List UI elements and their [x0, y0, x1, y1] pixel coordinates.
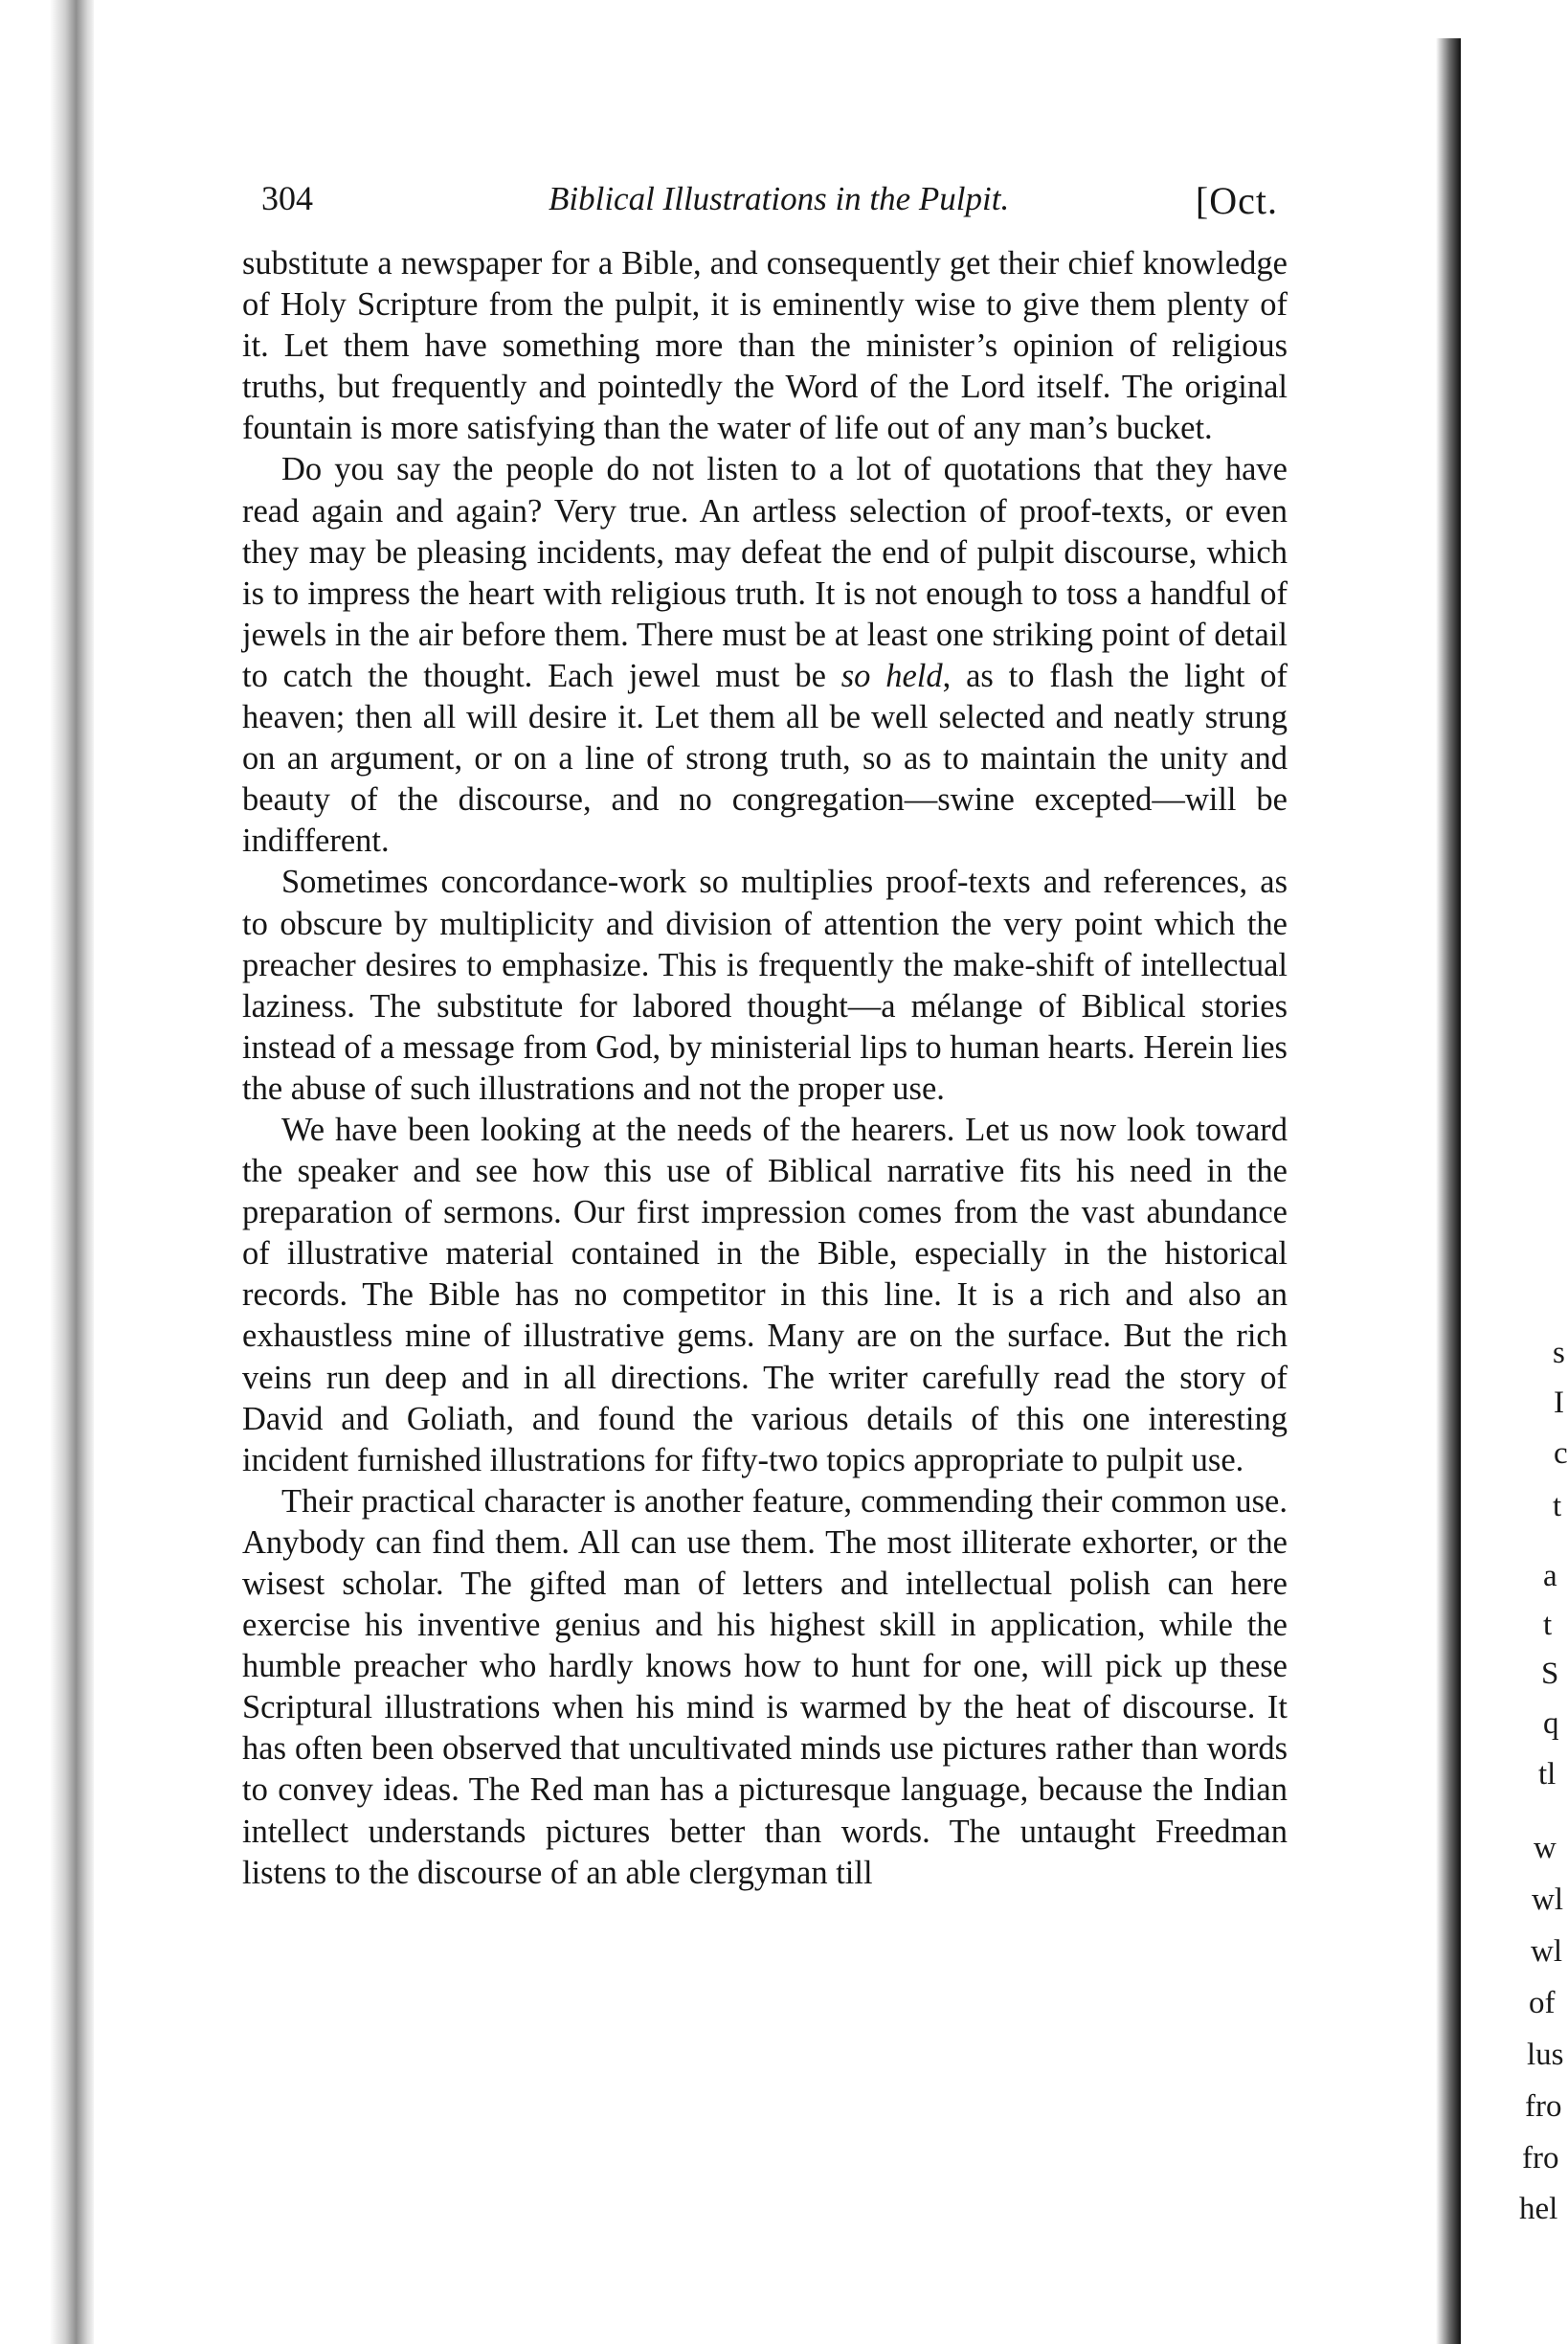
paragraph-2-text-before-emphasis: Do you say the people do not listen to a lot of quotations that they have read again and again? Very true. An artless selection of proof-texts, or even they may be pleasing incidents, may defeat the end of pulpit discourse, which is to impress the heart with religious truth. It is not enough to toss a handful of jewels in the air before them. There must be at least one striking point of detail to catch the thought. Each jewel must be [242, 451, 1288, 694]
facing-page [1461, 53, 1568, 2344]
page-number: 304 [261, 179, 313, 217]
paragraph-2-emphasis: so held [840, 657, 943, 694]
facing-page-fragment: of [1529, 1986, 1556, 2020]
facing-page-fragment: lus [1527, 2038, 1564, 2072]
facing-page-fragment: q [1543, 1706, 1559, 1741]
facing-page-fragment: fro [1522, 2141, 1559, 2175]
facing-page-fragment: fro [1525, 2089, 1562, 2124]
facing-page-fragment: t [1543, 1608, 1553, 1642]
paragraph-3: Sometimes concordance-work so multiplies proof-texts and references, as to obscure by multiplicity and division of attention the very point which the preacher desires to emphasize. This is frequently the make-shift of intellectual laziness. The substitute for labored thought—a mélange of Biblical stories instead of a message from God, by ministerial lips to human hearts. Herein lies the abuse of such illustrations and not the proper use. [242, 864, 1288, 1107]
running-title: Biblical Illustrations in the Pulpit. [549, 180, 1010, 217]
running-header [261, 178, 1278, 226]
body-text [242, 243, 1288, 1894]
paragraph-4: We have been looking at the needs of the hearers. Let us now look toward the speaker and see how this use of Biblical narrative fits his need in the preparation of sermons. Our first impression comes from the vast abundance of illustrative material contained in the Bible, especially in the historical records. The Bible has no competitor in this line. It is a rich and also an exhaustless mine of illustrative gems. Many are on the surface. But the rich veins run deep and in all directions. The writer carefully read the story of David and Goliath, and found the various details of this one interesting incident furnished illustrations for fifty-two topics appropriate to pulpit use. [242, 1111, 1288, 1478]
paragraph-5: Their practical character is another feature, commending their common use. Anybody can find them. All can use them. The most illiterate exhorter, or the wisest scholar. The gifted man of letters and intellectual polish can here exercise his inventive genius and his highest skill in application, while the humble preacher who hardly knows how to hunt for one, will pick up these Scriptural illustrations when his mind is warmed by the heat of discourse. It has often been observed that uncultivated minds use pictures rather than words to convey ideas. The Red man has a picturesque language, because the Indian intellect understands pictures better than words. The untaught Freedman listens to the discourse of an able clergyman till [242, 1482, 1288, 1891]
facing-page-fragment: tl [1538, 1757, 1557, 1792]
facing-page-fragment: t [1553, 1489, 1562, 1523]
facing-page-top-edge [1461, 0, 1562, 56]
facing-page-fragment: s [1553, 1336, 1565, 1370]
paragraph-1: substitute a newspaper for a Bible, and consequently get their chief knowledge of Holy Scripture from the pulpit, it is eminently wise to give them plenty of it. Let them have something more than the minister’s opinion of religious truths, but frequently and pointedly the Word of the Lord itself. The original fountain is more satisfying than the water of life out of any man’s bucket. [242, 245, 1288, 447]
facing-page-fragment: I [1554, 1386, 1564, 1420]
binding-shadow [50, 0, 94, 2344]
facing-page-fragment: a [1543, 1559, 1557, 1593]
page-gutter [1436, 38, 1461, 2344]
paragraph-2-text-after-emphasis: , as to flash the light of heaven; then all will desire it. Let them all be well selected and neatly strung on an argument, or on a line of strong truth, so as to maintain the unity and beauty of the discourse, and no congregation—swine excepted—will be indifferent. [242, 657, 1288, 860]
running-month: [Oct. [1195, 179, 1278, 222]
paragraph-2 [242, 449, 1288, 862]
facing-page-fragment: wl [1532, 1882, 1563, 1917]
facing-page-fragment: S [1541, 1657, 1559, 1691]
facing-page-fragment: wl [1531, 1934, 1562, 1969]
facing-page-fragment: w [1534, 1831, 1557, 1865]
facing-page-fragment: c [1554, 1436, 1568, 1471]
facing-page-fragment: hel [1519, 2192, 1558, 2226]
